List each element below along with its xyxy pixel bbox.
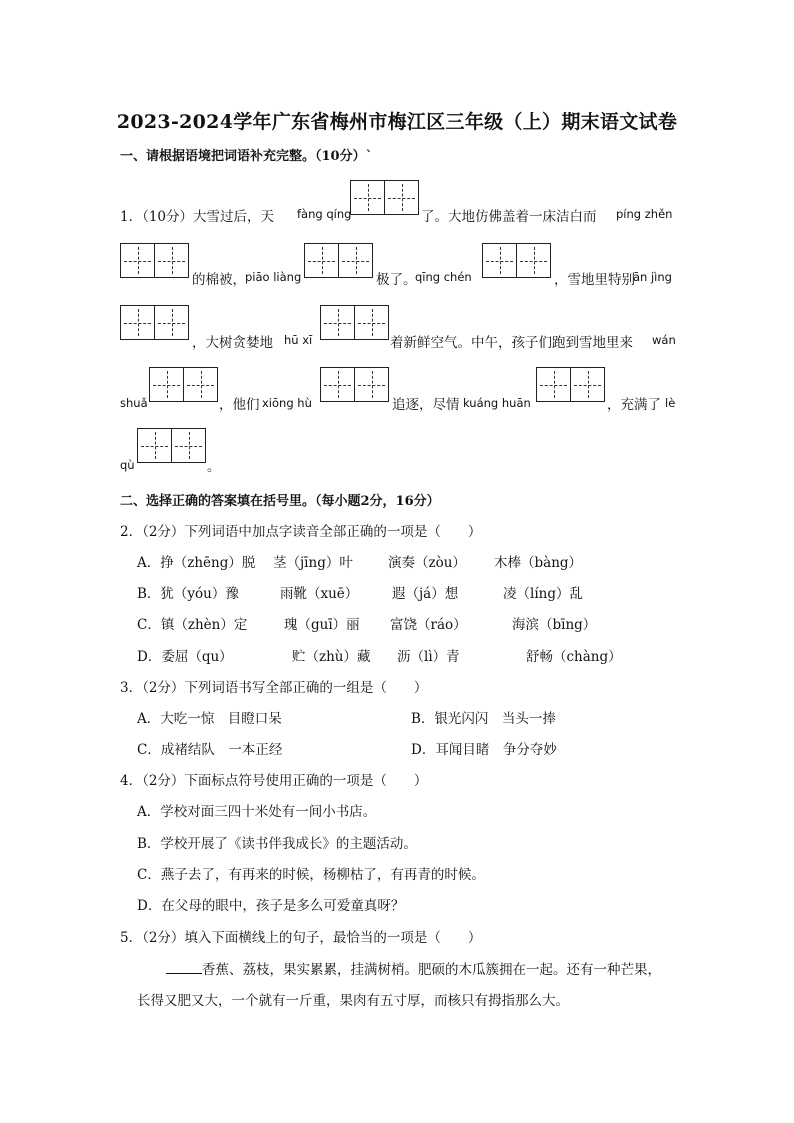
answer-blank[interactable] — [166, 961, 202, 974]
q1-text-10: 。 — [207, 459, 221, 475]
q3-option-a[interactable]: A．大吃一惊 目瞪口呆 — [137, 711, 282, 727]
pinyin-piao-liang: piāo liàng — [245, 270, 302, 284]
char-box[interactable] — [120, 243, 155, 278]
char-box[interactable] — [149, 367, 184, 402]
char-box[interactable] — [354, 305, 389, 340]
q5-stem: 5．（2分）填入下面横线上的句子，最恰当的一项是（ ） — [120, 930, 482, 946]
q3-option-b[interactable]: B．银光闪闪 当头一捧 — [411, 711, 556, 727]
q4-option-c[interactable]: C．燕子去了，有再来的时候，杨柳枯了，有再青的时候。 — [137, 867, 485, 883]
char-box[interactable] — [137, 428, 172, 463]
char-box-pair-8[interactable] — [320, 367, 390, 405]
q2-option-a-3: 演奏（zòu） — [388, 555, 466, 571]
q4-option-a[interactable]: A．学校对面三四十米处有一间小书店。 — [137, 804, 377, 820]
pinyin-qing-chen: qīng chén — [415, 270, 472, 284]
char-box[interactable] — [120, 305, 155, 340]
char-box-pair-5[interactable] — [120, 305, 190, 343]
pinyin-qu: qù — [120, 458, 135, 472]
char-box-pair-1[interactable] — [350, 180, 420, 218]
q2-option-b-2: 雨靴（xuē） — [280, 586, 359, 602]
char-box-pair-9[interactable] — [536, 367, 606, 405]
q1-text-3: 极了。 — [376, 272, 417, 288]
pinyin-le: lè — [665, 396, 676, 410]
pinyin-kuang-huan: kuáng huān — [463, 396, 531, 410]
q2-option-a-1[interactable]: A．挣（zhēng）脱 — [137, 555, 256, 571]
char-box[interactable] — [304, 243, 339, 278]
char-box-pair-10[interactable] — [137, 428, 207, 466]
char-box[interactable] — [320, 305, 355, 340]
section1-heading: 一、请根据语境把词语补充完整。（10分）` — [120, 149, 373, 164]
q1-text-1: 了。大地仿佛盖着一床洁白而 — [421, 209, 597, 225]
pinyin-an-jing: ān jìng — [633, 270, 672, 284]
char-box[interactable] — [154, 305, 189, 340]
char-box-pair-4[interactable] — [482, 243, 552, 281]
q2-option-a-4: 木棒（bàng） — [494, 555, 583, 571]
q2-option-d-3: 沥（lì）青 — [397, 649, 460, 665]
q1-text-7: ，他们 — [219, 397, 260, 413]
q1-text-4: ，雪地里特别 — [554, 272, 635, 288]
q2-option-b-4: 凌（líng）乱 — [503, 586, 583, 602]
char-box[interactable] — [350, 180, 385, 215]
char-box[interactable] — [536, 367, 571, 402]
pinyin-hu-xi: hū xī — [284, 333, 313, 347]
q2-option-d-2: 贮（zhù）藏 — [292, 649, 371, 665]
q2-option-b-3: 遐（já）想 — [392, 586, 459, 602]
page-title: 2023-2024学年广东省梅州市梅江区三年级（上）期末语文试卷 — [116, 111, 678, 133]
char-box[interactable] — [171, 428, 206, 463]
q4-option-b[interactable]: B．学校开展了《读书伴我成长》的主题活动。 — [137, 836, 417, 852]
q5-passage-line-1 — [166, 958, 661, 978]
char-box[interactable] — [570, 367, 605, 402]
q2-option-a-2: 茎（jīng）叶 — [273, 555, 353, 571]
q3-stem: 3．（2分）下列词语书写全部正确的一组是（ ） — [120, 680, 428, 696]
char-box[interactable] — [354, 367, 389, 402]
q3-option-d[interactable]: D．耳闻目睹 争分夺妙 — [411, 742, 557, 758]
q2-option-b-1[interactable]: B．犹（yóu）豫 — [137, 586, 239, 602]
q2-option-d-1[interactable]: D．委屈（qu） — [137, 649, 233, 665]
q1-text-8: 追逐，尽情 — [392, 397, 460, 413]
char-box[interactable] — [183, 367, 218, 402]
char-box[interactable] — [320, 367, 355, 402]
q2-option-c-1[interactable]: C．镇（zhèn）定 — [137, 617, 248, 633]
char-box[interactable] — [516, 243, 551, 278]
q1-text-5: ，大树贪婪地 — [192, 335, 273, 351]
pinyin-ping-zhen: píng zhěn — [616, 207, 673, 221]
char-box-pair-7[interactable] — [149, 367, 219, 405]
q5-passage-text-1: 香蕉、荔枝，果实累累，挂满树梢。肥硕的木瓜簇拥在一起。还有一种芒果， — [202, 962, 661, 978]
pinyin-shua: shuǎ — [120, 396, 148, 410]
q1-prefix: 1．（10分）大雪过后，天 — [120, 209, 275, 225]
q1-text-6: 着新鲜空气。中午，孩子们跑到雪地里来 — [390, 335, 633, 351]
q2-stem: 2．（2分）下列词语中加点字读音全部正确的一项是（ ） — [120, 524, 482, 540]
char-box-pair-6[interactable] — [320, 305, 390, 343]
q1-text-9: ，充满了 — [607, 397, 661, 413]
char-box[interactable] — [482, 243, 517, 278]
q4-stem: 4．（2分）下面标点符号使用正确的一项是（ ） — [120, 773, 428, 789]
q2-option-c-4: 海滨（bīng） — [512, 617, 597, 633]
section2-heading: 二、选择正确的答案填在括号里。（每小题2分，16分） — [120, 494, 440, 509]
char-box-pair-2[interactable] — [120, 243, 190, 281]
q2-option-d-4: 舒畅（chàng） — [526, 649, 622, 665]
q5-passage-line-2: 长得又肥又大，一个就有一斤重，果肉有五寸厚，而核只有拇指那么大。 — [137, 993, 569, 1009]
char-box[interactable] — [384, 180, 419, 215]
q1-text-2: 的棉被， — [192, 272, 246, 288]
q2-option-c-3: 富饶（ráo） — [390, 617, 467, 633]
pinyin-wan: wán — [652, 333, 676, 347]
q2-option-c-2: 瑰（guī）丽 — [284, 617, 360, 633]
q3-option-c[interactable]: C．成褚结队 一本正经 — [137, 742, 283, 758]
pinyin-fang-qing: fàng qíng — [297, 207, 352, 221]
char-box-pair-3[interactable] — [304, 243, 374, 281]
q4-option-d[interactable]: D．在父母的眼中，孩子是多么可爱童真呀？ — [137, 898, 405, 914]
char-box[interactable] — [338, 243, 373, 278]
pinyin-xiong-hu: xiōng hù — [262, 396, 312, 410]
char-box[interactable] — [154, 243, 189, 278]
